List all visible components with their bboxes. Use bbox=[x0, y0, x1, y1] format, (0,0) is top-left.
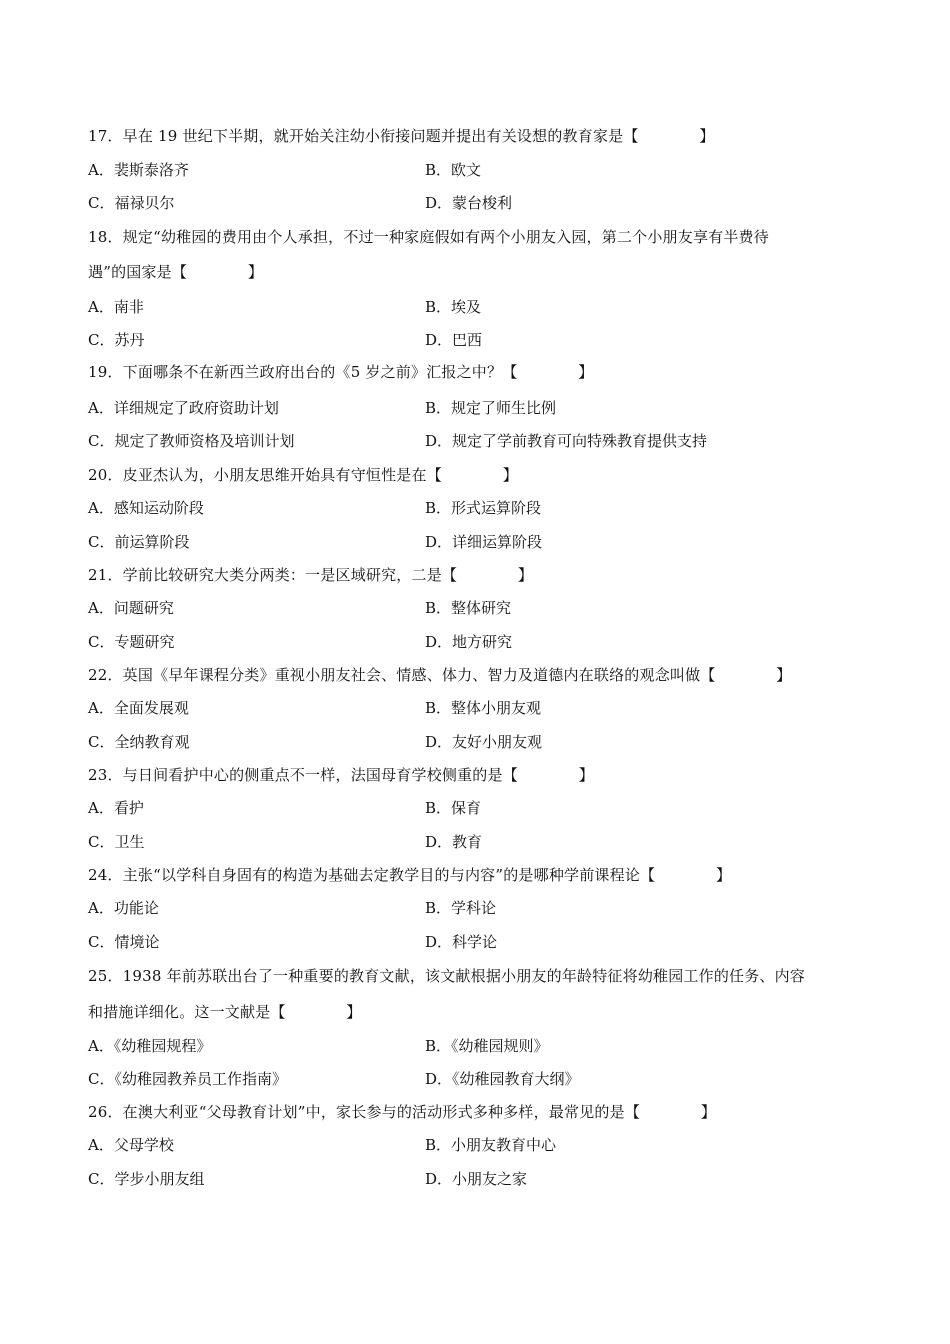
question-24-stem: 24．主张“以学科自身固有的构造为基础去定教学目的与内容”的是哪种学前课程论【 】 bbox=[88, 866, 732, 884]
question-25-stem-line-1: 25．1938 年前苏联出台了一种重要的教育文献，该文献根据小朋友的年龄特征将幼稚园工作的任务、内容 bbox=[88, 967, 806, 985]
question-23-stem: 23．与日间看护中心的侧重点不一样，法国母育学校侧重的是【 】 bbox=[88, 766, 594, 784]
question-19-option-c: C．规定了教师资格及培训计划 bbox=[88, 432, 295, 450]
question-25-option-c: C．《幼稚园教养员工作指南》 bbox=[88, 1070, 287, 1088]
question-24-option-d: D．科学论 bbox=[425, 933, 498, 951]
question-18-option-c: C．苏丹 bbox=[88, 331, 145, 349]
question-19-option-a: A．详细规定了政府资助计划 bbox=[88, 399, 279, 417]
question-18-option-d: D．巴西 bbox=[425, 331, 483, 349]
question-22-option-d: D．友好小朋友观 bbox=[425, 733, 543, 751]
question-22-option-b: B．整体小朋友观 bbox=[425, 699, 542, 717]
question-18-stem-line-1: 18．规定“幼稚园的费用由个人承担，不过一种家庭假如有两个小朋友入园，第二个小朋友享有半费待 bbox=[88, 228, 769, 246]
question-17-option-b: B．欧文 bbox=[425, 161, 482, 179]
question-23-option-b: B．保育 bbox=[425, 799, 482, 817]
question-24-option-c: C．情境论 bbox=[88, 933, 160, 951]
question-23-option-c: C．卫生 bbox=[88, 833, 145, 851]
question-23-option-d: D．教育 bbox=[425, 833, 483, 851]
question-18-option-b: B．埃及 bbox=[425, 298, 482, 316]
question-26-option-b: B．小朋友教育中心 bbox=[425, 1136, 557, 1154]
question-23-option-a: A．看护 bbox=[88, 799, 144, 817]
question-21-option-d: D．地方研究 bbox=[425, 633, 513, 651]
question-20-option-b: B．形式运算阶段 bbox=[425, 499, 542, 517]
question-22-option-c: C．全纳教育观 bbox=[88, 733, 190, 751]
question-17-option-d: D．蒙台梭利 bbox=[425, 194, 513, 212]
question-21-option-c: C．专题研究 bbox=[88, 633, 175, 651]
question-17-option-a: A．裴斯泰洛齐 bbox=[88, 161, 189, 179]
question-20-option-a: A．感知运动阶段 bbox=[88, 499, 204, 517]
question-19-option-d: D．规定了学前教育可向特殊教育提供支持 bbox=[425, 432, 708, 450]
question-25-option-d: D．《幼稚园教育大纲》 bbox=[425, 1070, 580, 1088]
question-21-option-a: A．问题研究 bbox=[88, 599, 174, 617]
question-18-stem-line-2: 遇”的国家是【 】 bbox=[88, 263, 264, 281]
question-25-stem-line-2: 和措施详细化。这一文献是【 】 bbox=[88, 1003, 362, 1021]
question-22-stem: 22．英国《早年课程分类》重视小朋友社会、情感、体力、智力及道德内在联络的观念叫做【 】 bbox=[88, 666, 792, 684]
question-18-option-a: A．南非 bbox=[88, 298, 144, 316]
question-20-stem: 20．皮亚杰认为，小朋友思维开始具有守恒性是在【 】 bbox=[88, 466, 518, 484]
question-17-option-c: C．福禄贝尔 bbox=[88, 194, 175, 212]
question-26-option-d: D．小朋友之家 bbox=[425, 1170, 528, 1188]
question-25-option-b: B．《幼稚园规则》 bbox=[425, 1037, 549, 1055]
question-21-stem: 21．学前比较研究大类分两类：一是区域研究，二是【 】 bbox=[88, 566, 534, 584]
question-20-option-d: D．详细运算阶段 bbox=[425, 533, 543, 551]
question-19-stem: 19．下面哪条不在新西兰政府出台的《5 岁之前》汇报之中？【 】 bbox=[88, 363, 594, 381]
question-19-option-b: B．规定了师生比例 bbox=[425, 399, 557, 417]
question-26-stem: 26．在澳大利亚“父母教育计划”中，家长参与的活动形式多种多样，最常见的是【 】 bbox=[88, 1103, 717, 1121]
question-24-option-a: A．功能论 bbox=[88, 899, 159, 917]
question-26-option-a: A．父母学校 bbox=[88, 1136, 174, 1154]
question-17-stem: 17．早在 19 世纪下半期，就开始关注幼小衔接问题并提出有关设想的教育家是【 】 bbox=[88, 127, 715, 145]
question-26-option-c: C．学步小朋友组 bbox=[88, 1170, 205, 1188]
question-20-option-c: C．前运算阶段 bbox=[88, 533, 190, 551]
question-25-option-a: A．《幼稚园规程》 bbox=[88, 1037, 212, 1055]
question-24-option-b: B．学科论 bbox=[425, 899, 497, 917]
question-21-option-b: B．整体研究 bbox=[425, 599, 512, 617]
question-22-option-a: A．全面发展观 bbox=[88, 699, 189, 717]
